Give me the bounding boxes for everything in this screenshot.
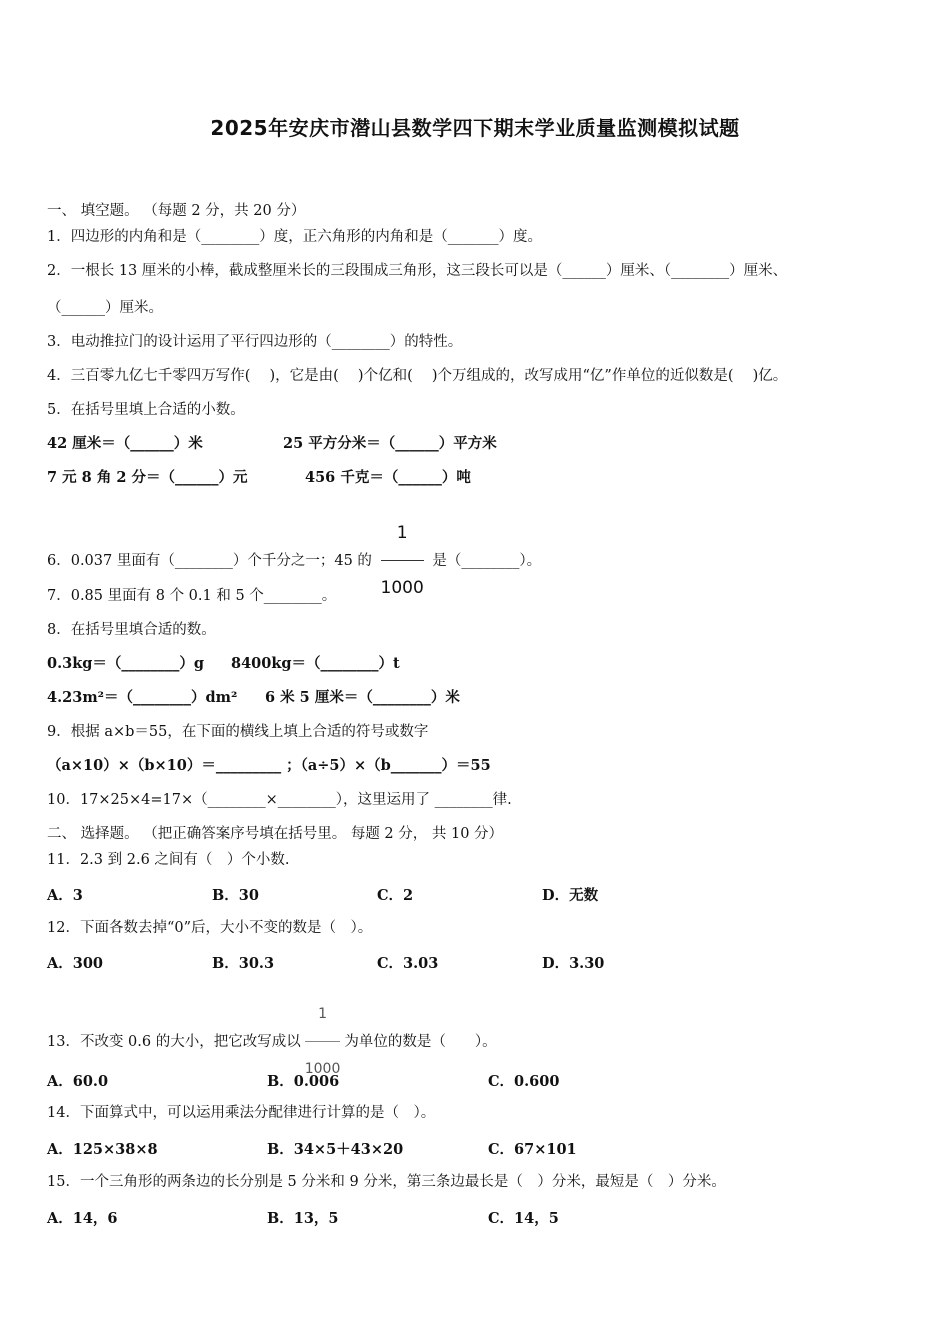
q13-option-c: C．0.600 bbox=[488, 1073, 560, 1090]
q13-option-b: B．0.006 bbox=[267, 1073, 340, 1090]
fraction-numerator: 1 bbox=[305, 989, 341, 1042]
question-8-row-2-b: 6 米 5 厘米＝（________）米 bbox=[265, 689, 460, 706]
question-9-row-1: （a×10）×（b×10）＝_________ ；（a÷5）×（b_______）＝55 bbox=[47, 757, 491, 774]
question-4: 4．三百零九亿七千零四万写作( )，它是由( )个亿和( )个万组成的，改写成用“亿”作单位的近似数是( )亿。 bbox=[47, 368, 788, 384]
q11-option-b: B．30 bbox=[212, 887, 259, 904]
question-5-row-2-a: 7 元 8 角 2 分＝（______）元 bbox=[47, 469, 248, 486]
q12-option-c: C．3.03 bbox=[377, 955, 439, 972]
fraction-denominator: 1000 bbox=[380, 578, 424, 598]
question-5: 5．在括号里填上合适的小数。 bbox=[47, 402, 245, 418]
page-title: 2025年安庆市潜山县数学四下期末学业质量监测模拟试题 bbox=[210, 116, 740, 140]
question-1: 1．四边形的内角和是（________）度，正六角形的内角和是（_______）度。 bbox=[47, 229, 542, 245]
question-5-row-1-a: 42 厘米＝（______）米 bbox=[47, 435, 203, 452]
question-8: 8．在括号里填合适的数。 bbox=[47, 622, 216, 638]
section-2-heading: 二、 选择题。 （把正确答案序号填在括号里。 每题 2 分， 共 10 分） bbox=[47, 826, 504, 842]
question-8-row-1-a: 0.3kg＝（________）g bbox=[47, 655, 205, 672]
q11-option-d: D．无数 bbox=[542, 887, 599, 904]
question-2-line-2: （______）厘米。 bbox=[47, 300, 163, 316]
fraction-1-over-1000 bbox=[381, 508, 424, 613]
q11-option-a: A．3 bbox=[47, 887, 83, 904]
question-3: 3．电动推拉门的设计运用了平行四边形的（________）的特性。 bbox=[47, 334, 463, 350]
q14-option-c: C．67×101 bbox=[488, 1141, 577, 1158]
question-14: 14．下面算式中，可以运用乘法分配律进行计算的是（ ）。 bbox=[47, 1105, 436, 1121]
q13-option-a: A．60.0 bbox=[47, 1073, 109, 1090]
question-13-text: 13．不改变 0.6 的大小，把它改写成以 bbox=[47, 1033, 301, 1050]
q15-option-a: A．14，6 bbox=[47, 1210, 118, 1227]
question-15: 15．一个三角形的两条边的长分别是 5 分米和 9 分米，第三条边最长是（ ）分米，最短是（ ）分米。 bbox=[47, 1174, 726, 1190]
fraction-numerator: 1 bbox=[381, 508, 424, 561]
q11-option-c: C．2 bbox=[377, 887, 414, 904]
question-13-text-end: 为单位的数是（ ）。 bbox=[344, 1033, 497, 1050]
question-2-line-1: 2．一根长 13 厘米的小棒，截成整厘米长的三段围成三角形，这三段长可以是（______）厘米、（________）厘米、 bbox=[47, 263, 788, 279]
question-8-row-2-a: 4.23m²＝（________）dm² bbox=[47, 689, 238, 706]
question-6-text: 6．0.037 里面有（________）个千分之一；45 的 bbox=[47, 552, 372, 569]
question-8-row-1-b: 8400kg＝（________）t bbox=[231, 655, 400, 672]
q14-option-b: B．34×5＋43×20 bbox=[267, 1141, 404, 1158]
question-5-row-1-b: 25 平方分米＝（______）平方米 bbox=[283, 435, 497, 452]
question-9: 9．根据 a×b＝55，在下面的横线上填上合适的符号或数字 bbox=[47, 724, 429, 740]
q14-option-a: A．125×38×8 bbox=[47, 1141, 158, 1158]
question-5-row-2-b: 456 千克＝（______）吨 bbox=[305, 469, 471, 486]
q15-option-c: C．14，5 bbox=[488, 1210, 559, 1227]
question-7: 7．0.85 里面有 8 个 0.1 和 5 个________。 bbox=[47, 588, 337, 604]
q12-option-d: D．3.30 bbox=[542, 955, 605, 972]
q12-option-a: A．300 bbox=[47, 955, 104, 972]
section-1-heading: 一、 填空题。 （每题 2 分，共 20 分） bbox=[47, 203, 306, 219]
question-6-text-end: 是（________）。 bbox=[432, 552, 542, 569]
question-10: 10．17×25×4=17×（________×________），这里运用了 ________律. bbox=[47, 792, 512, 808]
question-11: 11．2.3 到 2.6 之间有（ ）个小数. bbox=[47, 852, 290, 868]
q15-option-b: B．13，5 bbox=[267, 1210, 339, 1227]
q12-option-b: B．30.3 bbox=[212, 955, 275, 972]
question-12: 12．下面各数去掉“0”后，大小不变的数是（ ）。 bbox=[47, 920, 373, 936]
fraction-denominator: 1000 bbox=[304, 1061, 341, 1077]
